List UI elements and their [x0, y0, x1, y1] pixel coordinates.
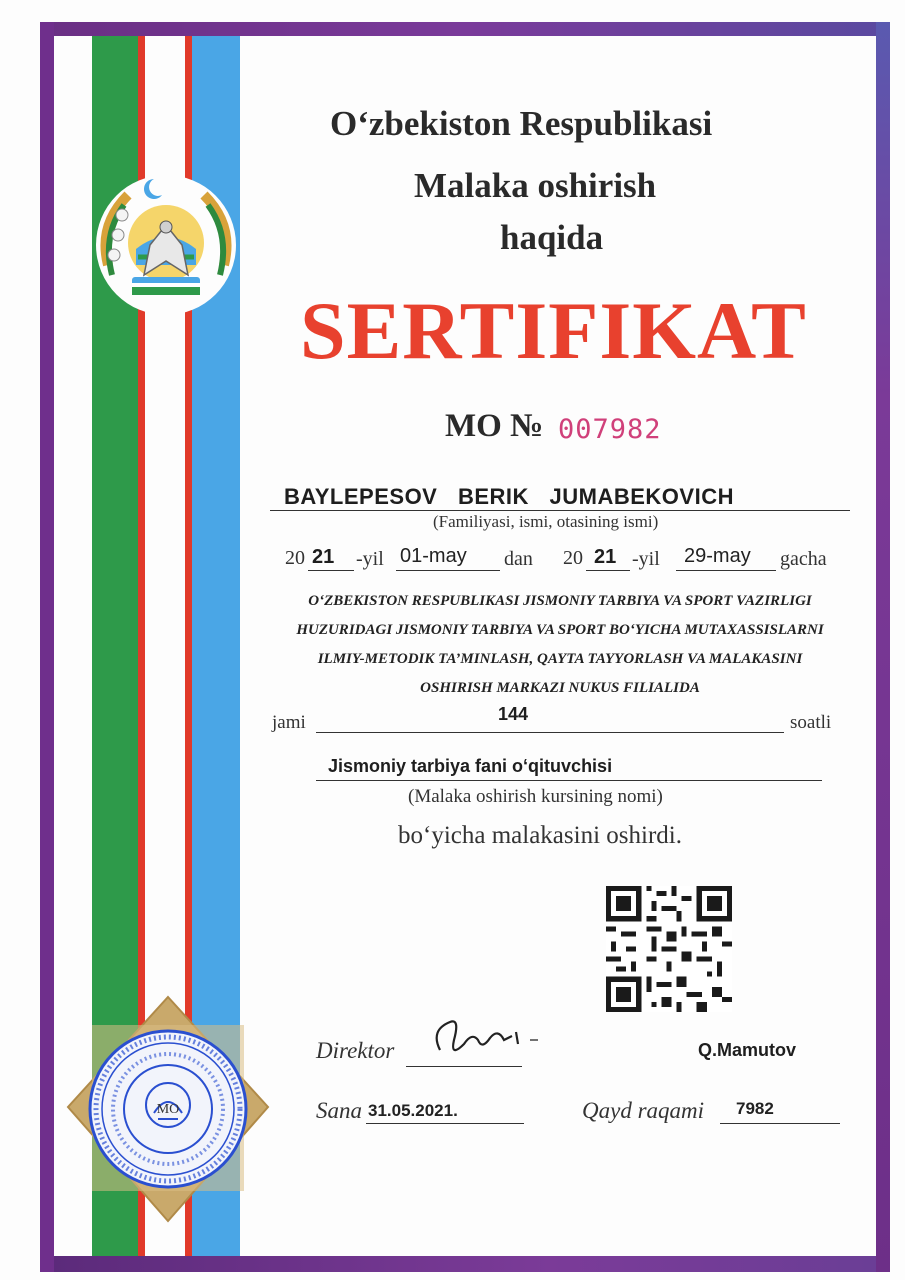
- state-emblem-icon: [88, 165, 244, 321]
- from-year: 21: [312, 546, 335, 568]
- from-year-prefix: 20: [285, 547, 305, 569]
- organization-line-2: HUZURIDAGI JISMONIY TARBIYA VA SPORT BO‘YICHA MUTAXASSISLARNI: [296, 622, 824, 638]
- certificate-subtitle: Malaka oshirish: [414, 166, 657, 205]
- soatli-label: soatli: [790, 712, 832, 733]
- to-year: 21: [594, 546, 617, 568]
- qr-code-icon: [606, 886, 732, 1012]
- dan-label: dan: [504, 548, 533, 570]
- course-name: Jismoniy tarbiya fani o‘qituvchisi: [328, 756, 613, 776]
- recipient-underline: [270, 510, 850, 511]
- to-yil-label: -yil: [632, 548, 660, 570]
- date-label: Sana: [316, 1098, 362, 1123]
- republic-title: O‘zbekiston Respublikasi: [330, 104, 713, 143]
- course-caption: (Malaka oshirish kursining nomi): [408, 786, 663, 807]
- hours-underline: [316, 732, 784, 733]
- certificate-number: 007982: [558, 414, 662, 445]
- date-value: 31.05.2021.: [368, 1101, 458, 1120]
- official-seal-icon: [62, 995, 274, 1225]
- organization-line-3: ILMIY-METODIK TA’MINLASH, QAYTA TAYYORLASH VA MALAKASINI: [317, 651, 803, 667]
- recipient-caption: (Familiyasi, ismi, otasining ismi): [433, 512, 659, 531]
- recipient-name: BAYLEPESOV BERIK JUMABEKOVICH: [284, 484, 734, 509]
- hours-value: 144: [498, 704, 529, 724]
- frame-bottom: [40, 1256, 890, 1272]
- certificate-title: SERTIFIKAT: [300, 285, 807, 376]
- from-year-underline: [308, 570, 354, 571]
- from-date-underline: [396, 570, 500, 571]
- to-year-underline: [586, 570, 630, 571]
- organization-line-1: O‘ZBEKISTON RESPUBLIKASI JISMONIY TARBIYA VA SPORT VAZIRLIGI: [308, 593, 812, 609]
- signature-icon: [420, 1010, 560, 1070]
- registration-label: Qayd raqami: [582, 1098, 705, 1123]
- date-underline: [366, 1123, 524, 1124]
- frame-right: [876, 22, 890, 1272]
- to-year-prefix: 20: [563, 547, 583, 569]
- seal-text: MO: [156, 1102, 180, 1117]
- course-underline: [316, 780, 822, 781]
- gacha-label: gacha: [780, 548, 827, 570]
- registration-value: 7982: [736, 1099, 774, 1118]
- frame-top: [40, 22, 890, 36]
- director-label: Direktor: [316, 1038, 395, 1063]
- result-text: bo‘yicha malakasini oshirdi.: [398, 822, 682, 849]
- certificate-subtitle-2: haqida: [500, 218, 604, 257]
- frame-left: [40, 22, 54, 1272]
- from-yil-label: -yil: [356, 548, 384, 570]
- organization-line-4: OSHIRISH MARKAZI NUKUS FILIALIDA: [420, 680, 700, 696]
- certificate-number-prefix: MO №: [445, 408, 544, 444]
- to-date: 29-may: [684, 545, 751, 567]
- to-date-underline: [676, 570, 776, 571]
- from-date: 01-may: [400, 545, 467, 567]
- jami-label: jami: [272, 712, 306, 733]
- registration-underline: [720, 1123, 840, 1124]
- director-name: Q.Mamutov: [698, 1040, 797, 1060]
